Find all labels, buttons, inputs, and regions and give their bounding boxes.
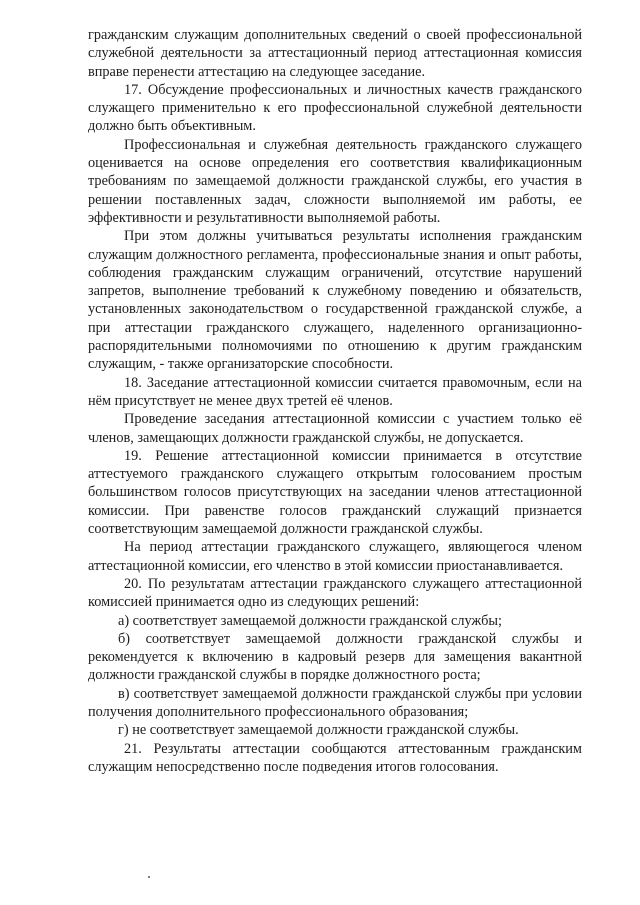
- document-body: [88, 26, 582, 776]
- paragraph-19: 19. Решение аттестационной комиссии принимается в отсутствие аттестуемого гражданского служащего открытым голосованием простым большинством голосов присутствующих на заседании членов аттестационной комиссии. При равенстве голосов гражданский служащий признается соответствующим замещаемой должности гражданской службы.: [88, 447, 582, 538]
- list-item-g: г) не соответствует замещаемой должности гражданской службы.: [118, 722, 519, 739]
- paragraph-21: 21. Результаты аттестации сообщаются аттестованным гражданским служащим непосредственно после подведения итогов голосования.: [88, 740, 582, 775]
- list-item-v: в) соответствует замещаемой должности гражданской службы при условии получения дополнительного профессионального образования;: [88, 685, 582, 720]
- list-item-b: б) соответствует замещаемой должности гражданской службы и рекомендуется к включению в кадровый резерв для замещения вакантной должности гражданской службы в порядке должностного роста;: [88, 630, 582, 684]
- list-item-a: а) соответствует замещаемой должности гражданской службы;: [118, 612, 502, 629]
- paragraph-20: 20. По результатам аттестации гражданского служащего аттестационной комиссией принимается одно из следующих решений:: [88, 575, 582, 611]
- paragraph-evaluation-basis: Профессиональная и служебная деятельность гражданского служащего оценивается на основе определения его соответствия квалификационным требованиям по замещаемой должности гражданской службы, его участия в решении поставленных задач, сложности выполняемой им работы, ее эффективности и результативности выполняемой работы.: [88, 136, 582, 226]
- paragraph-18: 18. Заседание аттестационной комиссии считается правомочным, если на нём присутствует не менее двух третей её членов.: [88, 374, 582, 409]
- paragraph-meeting-members: Проведение заседания аттестационной комиссии с участием только её членов, замещающих должности гражданской службы, не допускается.: [88, 411, 582, 446]
- paragraph-continuation: гражданским служащим дополнительных сведений о своей профессиональной служебной деятельности за аттестационный период аттестационная комиссия вправе перенести аттестацию на следующее заседание.: [88, 27, 582, 80]
- paragraph-considered-results: При этом должны учитываться результаты исполнения гражданским служащим должностного регламента, профессиональные знания и опыт работы, соблюдения гражданским служащим ограничений, отсутствие нарушений запретов, выполнение требований к служебному поведению и обязательств, установленных законодательством о государственной гражданской службе, а при аттестации гражданского служащего, наделенного организационно-распорядительными полномочиями по отношению к другим гражданским служащим, - также организаторские способности.: [88, 228, 582, 373]
- paragraph-17: 17. Обсуждение профессиональных и личностных качеств гражданского служащего применительно к его профессиональной служебной деятельности должно быть объективным.: [88, 81, 582, 135]
- paragraph-membership-suspension: На период аттестации гражданского служащего, являющегося членом аттестационной комиссии, его членство в этой комиссии приостанавливается.: [88, 539, 582, 574]
- scan-speck: [148, 876, 150, 878]
